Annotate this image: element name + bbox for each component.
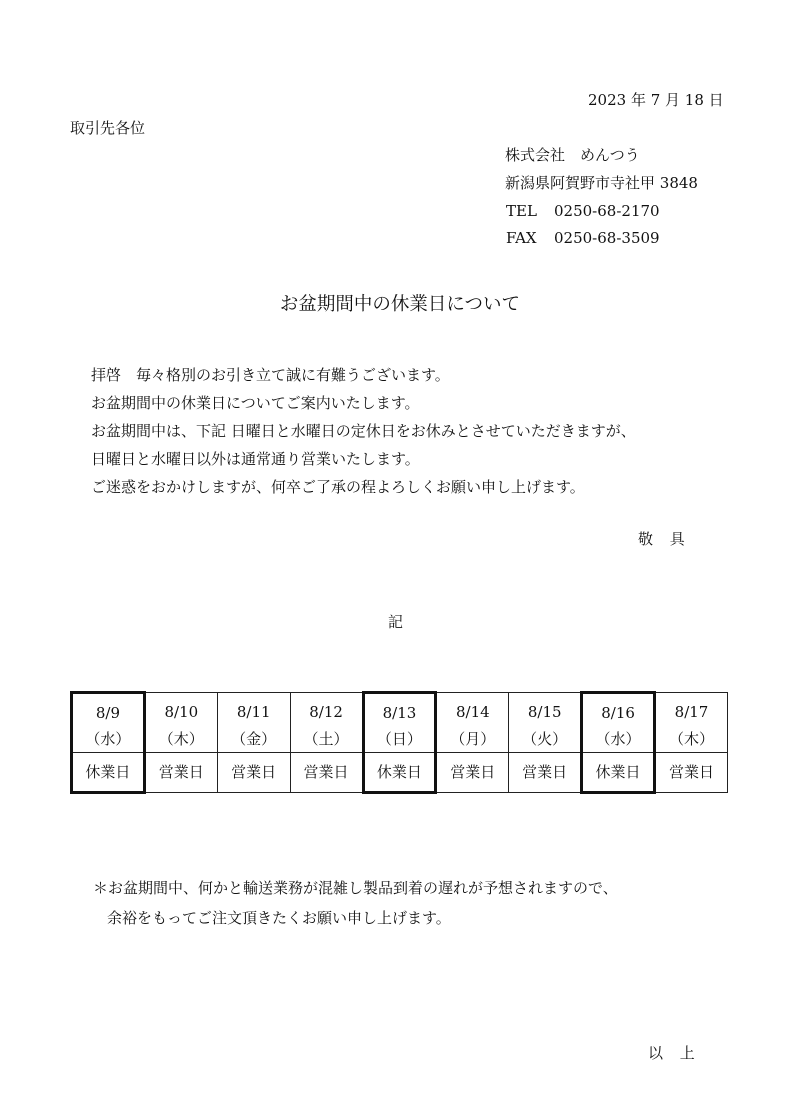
schedule-weekday-cell: （火） [509,726,582,753]
schedule-date-cell: 8/12 [290,693,363,727]
sender-tel [506,204,660,219]
closing-keigu: 敬 具 [638,530,691,548]
schedule-status-cell: 営業日 [509,753,582,793]
ki-heading: 記 [388,613,404,631]
schedule-date-cell: 8/10 [144,693,217,727]
body-line: お盆期間中は、下記 日曜日と水曜日の定休日をお休みとさせていただきますが、 [91,422,636,440]
schedule-status-cell: 営業日 [655,753,728,793]
schedule-weekday-row [72,726,728,753]
body-line: ご迷惑をおかけしますが、何卒ご了承の程よろしくお願い申し上げます。 [91,478,585,496]
schedule-status-cell: 休業日 [582,753,655,793]
closing-ijo: 以 上 [648,1044,701,1062]
schedule-status-cell: 営業日 [290,753,363,793]
letter-date: 2023 年 7 月 18 日 [588,91,724,109]
note-line: 余裕をもってご注文頂きたくお願い申し上げます。 [107,909,451,927]
schedule-date-row [72,693,728,727]
letter-title: お盆期間中の休業日について [279,294,521,315]
schedule-weekday-cell: （木） [655,726,728,753]
body-line: 拝啓 毎々格別のお引き立て誠に有難うございます。 [91,366,450,384]
body-line: 日曜日と水曜日以外は通常通り営業いたします。 [91,450,420,468]
schedule-weekday-cell: （土） [290,726,363,753]
schedule-date-cell: 8/11 [217,693,290,727]
letter-body [91,367,636,507]
fax-number: 0250-68-3509 [554,229,660,247]
schedule-status-row [72,753,728,793]
schedule-date-cell: 8/17 [655,693,728,727]
schedule-table [70,691,728,794]
schedule-status-cell: 休業日 [72,753,145,793]
note-line: ＊お盆期間中、何かと輸送業務が混雑し製品到着の遅れが予想されますので、 [93,879,618,897]
schedule-weekday-cell: （金） [217,726,290,753]
sender-company: 株式会社 めんつう [505,146,640,164]
schedule-date-cell: 8/9 [72,693,145,727]
schedule-date-cell: 8/13 [363,693,436,727]
schedule-date-cell: 8/14 [436,693,509,727]
body-line: お盆期間中の休業日についてご案内いたします。 [91,394,420,412]
fax-label: FAX [506,229,537,247]
schedule-weekday-cell: （日） [363,726,436,753]
sender-fax [506,231,660,246]
schedule-status-cell: 営業日 [144,753,217,793]
schedule-date-cell: 8/15 [509,693,582,727]
schedule-weekday-cell: （木） [144,726,217,753]
schedule-status-cell: 営業日 [217,753,290,793]
tel-number: 0250-68-2170 [554,202,660,220]
schedule-date-cell: 8/16 [582,693,655,727]
schedule-weekday-cell: （水） [72,726,145,753]
recipient: 取引先各位 [70,119,146,137]
schedule-status-cell: 営業日 [436,753,509,793]
schedule-status-cell: 休業日 [363,753,436,793]
schedule-weekday-cell: （月） [436,726,509,753]
sender-address: 新潟県阿賀野市寺社甲 3848 [505,174,698,192]
shipping-note [93,880,618,940]
schedule-weekday-cell: （水） [582,726,655,753]
tel-label: TEL [506,202,537,220]
